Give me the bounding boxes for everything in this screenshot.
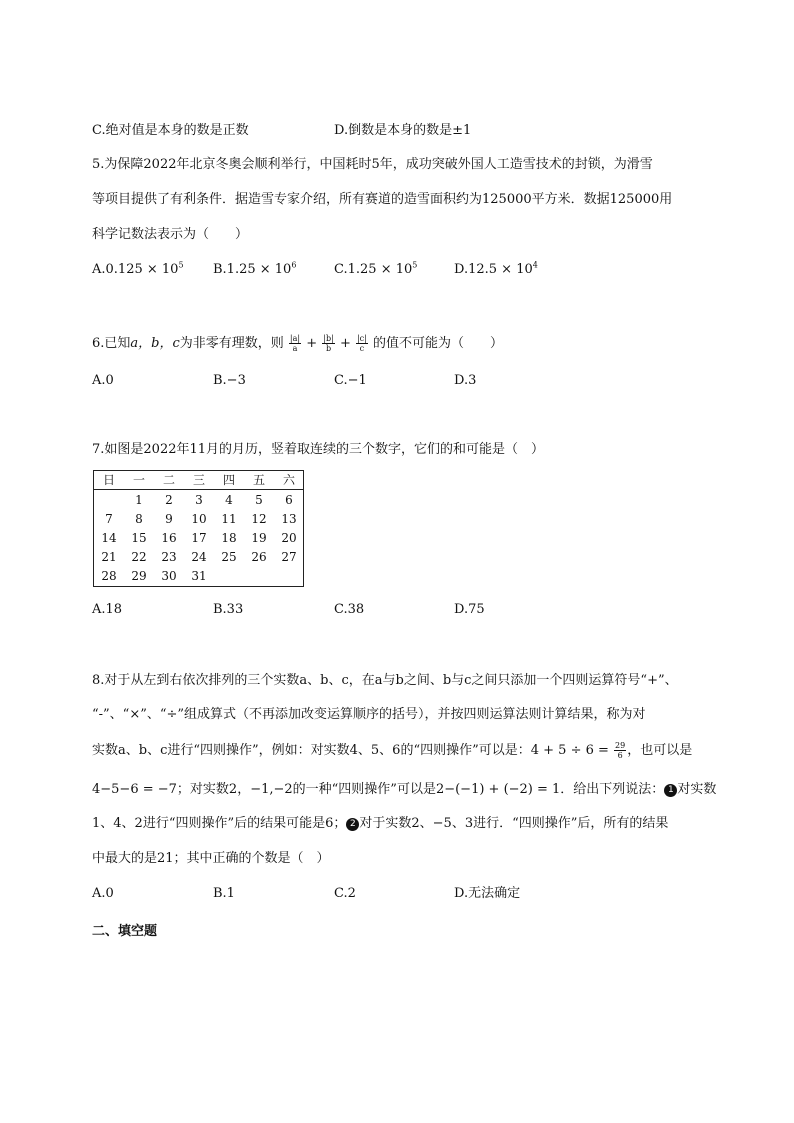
q7-option-b: B.33	[213, 602, 244, 617]
calendar-day-cell: 27	[281, 550, 297, 564]
calendar-day-cell: 10	[191, 512, 207, 526]
calendar-day-cell: 30	[161, 569, 177, 583]
calendar-day-cell: 15	[131, 531, 147, 545]
calendar-day-cell: 7	[105, 512, 113, 526]
calendar-day-cell: 18	[221, 531, 237, 545]
calendar-day-cell: 22	[131, 550, 147, 564]
q5-option-a: $A.0.125 \times 10^5$	[92, 260, 184, 277]
q8-stem-line3: 实数a、b、c进行“四则操作”，例如：对实数4、5、6的“四则操作”可以是：4 + 5 ÷ 6 = $\frac{29}{6}$ ，也可以是	[92, 741, 693, 760]
q5-stem-line3: 科学记数法表示为（ ）	[92, 227, 249, 242]
calendar-header-cell: 六	[282, 473, 295, 487]
calendar-day-cell: 20	[281, 531, 297, 545]
calendar-day-cell: 12	[251, 512, 267, 526]
q5-option-d: $D.12.5 \times 10^4$	[454, 260, 538, 277]
calendar-table	[93, 470, 304, 587]
q5-option-b: $B.1.25 \times 10^6$	[213, 260, 297, 277]
calendar-header-cell: 四	[222, 473, 235, 487]
q8-option-a: A.0	[92, 886, 114, 901]
calendar-day-cell: 8	[135, 512, 143, 526]
q8-option-b: B.1	[213, 886, 235, 901]
q8-option-c: C.2	[334, 886, 356, 901]
calendar-day-cell: 11	[221, 512, 237, 526]
q4-option-c: C.绝对值是本身的数是正数	[92, 123, 249, 138]
q8-stem-line4: 4−5−6 = −7；对实数2，−1,−2的一种“四则操作”可以是2−(−1) + (−2) = 1．给出下列说法： 1 对实数	[92, 782, 717, 797]
q7-option-d: D.75	[454, 602, 485, 617]
q5-stem-line1: 5.为保障2022年北京冬奥会顺利举行，中国耗时5年，成功突破外国人工造雪技术的封锁，为滑雪	[92, 157, 653, 172]
q8-stem-line1: 8.对于从左到右依次排列的三个实数a、b、c，在a与b之间、b与c之间只添加一个四则运算符号“+”、	[92, 673, 678, 688]
q6-fraction-c: $\frac{|c|}{c}$	[356, 334, 367, 353]
calendar-day-cell: 13	[281, 512, 297, 526]
calendar-day-cell: 17	[191, 531, 207, 545]
calendar-header-cell: 三	[192, 473, 205, 487]
calendar-day-cell: 4	[225, 493, 233, 507]
calendar-day-cell: 19	[251, 531, 267, 545]
q8-option-d: D.无法确定	[454, 886, 521, 901]
calendar-day-cell: 31	[191, 569, 207, 583]
calendar-day-cell: 29	[131, 569, 147, 583]
q8-stem-line2: “-”、“×”、“÷”组成算式（不再添加改变运算顺序的括号），并按四则运算法则计算结果，称为对	[92, 707, 646, 722]
q8-stem-line5: 1、4、2进行“四则操作”后的结果可能是6； 2 对于实数2、−5、3进行．“四则操作”后，所有的结果	[92, 816, 669, 831]
calendar-day-cell: 16	[161, 531, 177, 545]
calendar-day-cell: 6	[285, 493, 293, 507]
calendar-header-cell: 一	[132, 473, 145, 487]
calendar-day-cell: 21	[101, 550, 117, 564]
q6-option-d: D.3	[454, 373, 477, 388]
q7-option-a: A.18	[92, 602, 123, 617]
q6-fraction-a: $\frac{|a|}{a}$	[289, 334, 301, 353]
calendar-day-cell: 9	[165, 512, 173, 526]
q7-option-c: C.38	[334, 602, 365, 617]
q6-option-c: C.−1	[334, 373, 367, 388]
q8-fraction: $\frac{29}{6}$	[615, 741, 626, 760]
calendar-day-cell: 24	[191, 550, 207, 564]
q7-stem: 7.如图是2022年11月的月历，竖着取连续的三个数字，它们的和可能是（ ）	[92, 442, 545, 457]
circled-number-1: 1	[664, 784, 677, 797]
section-title-fill-in: 二、填空题	[92, 924, 158, 939]
calendar-header-cell: 二	[162, 473, 175, 487]
q5-stem-line2: 等项目提供了有利条件．据造雪专家介绍，所有赛道的造雪面积约为125000平方米．数据125000用	[92, 192, 673, 207]
calendar-day-cell: 5	[255, 493, 263, 507]
q6-fraction-b: $\frac{|b|}{b}$	[323, 334, 334, 353]
calendar-day-cell: 26	[251, 550, 267, 564]
calendar-day-cell: 14	[101, 531, 117, 545]
calendar-day-cell: 1	[135, 493, 143, 507]
q6-option-a: A.0	[92, 373, 114, 388]
calendar-header-cell: 日	[102, 473, 115, 487]
q5-option-c: $C.1.25 \times 10^5$	[334, 260, 418, 277]
calendar-day-cell: 28	[101, 569, 117, 583]
calendar-header-cell: 五	[252, 473, 265, 487]
q8-stem-line6: 中最大的是21；其中正确的个数是（ ）	[92, 851, 330, 866]
calendar-day-cell: 25	[221, 550, 237, 564]
calendar-day-cell: 2	[165, 493, 173, 507]
circled-number-2: 2	[346, 818, 359, 831]
q4-option-d: D.倒数是本身的数是±1	[334, 123, 472, 138]
calendar-day-cell: 23	[161, 550, 177, 564]
q6-stem: 6.已知a，b，c为非零有理数，则 $\frac{|a|}{a}$ + $\frac{|b|}{b}$ + $\frac{|c|}{c}$ 的值不可能为（ ）	[92, 334, 504, 353]
calendar-day-cell: 3	[195, 493, 203, 507]
q6-option-b: B.−3	[213, 373, 246, 388]
